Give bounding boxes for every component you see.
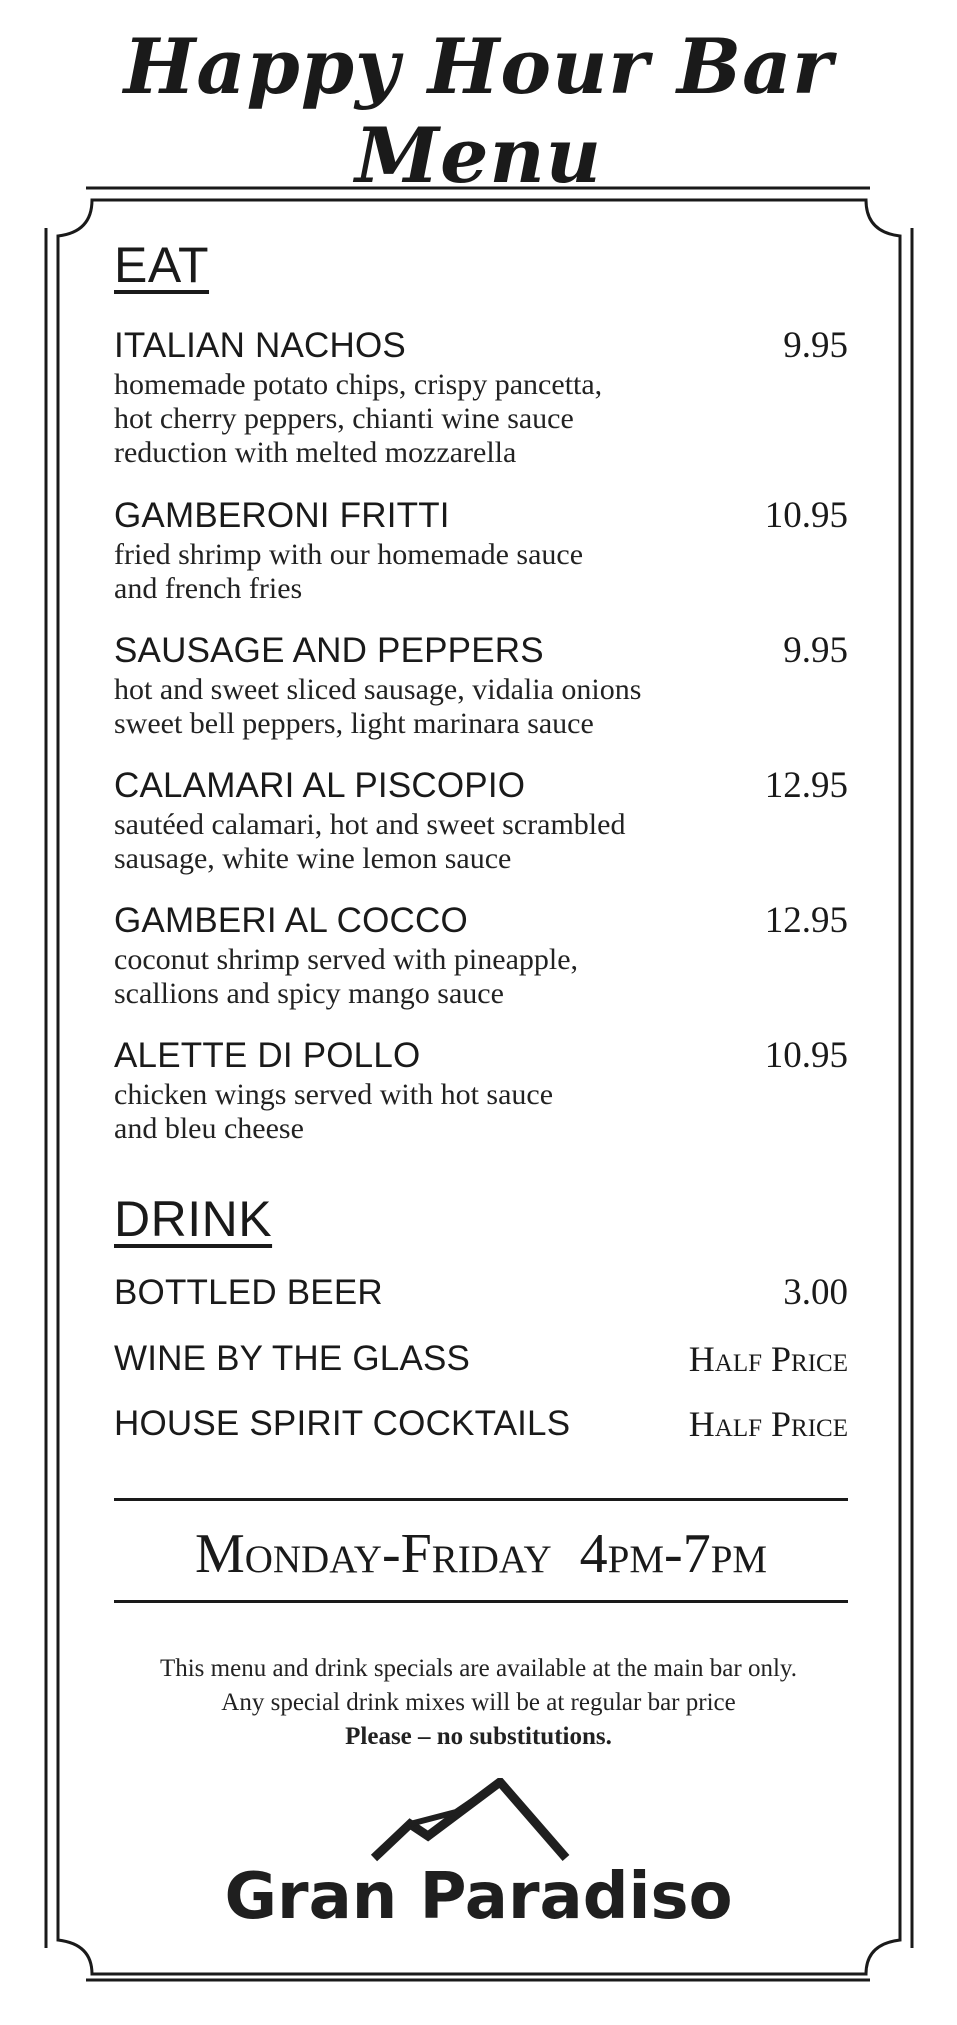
footnote-line: This menu and drink specials are available at the main bar only. bbox=[159, 1655, 798, 1682]
item-description: homemade potato chips, crispy pancetta, hot cherry peppers, chianti wine sauce reduction with melted mozzarella bbox=[114, 368, 603, 469]
mountain-peaks-icon bbox=[370, 1778, 570, 1862]
item-name: GAMBERI AL COCCO bbox=[114, 901, 468, 940]
item-name: ALETTE DI POLLO bbox=[114, 1036, 421, 1075]
item-price: 9.95 bbox=[783, 325, 848, 366]
item-description: fried shrimp with our homemade sauce and french fries bbox=[114, 538, 584, 605]
drink-item bbox=[114, 1404, 848, 1444]
menu-item bbox=[114, 326, 848, 470]
drink-name: HOUSE SPIRIT COCKTAILS bbox=[114, 1404, 571, 1443]
page-title: Happy Hour Bar Menu bbox=[123, 22, 834, 200]
item-name: CALAMARI AL PISCOPIO bbox=[114, 766, 526, 805]
divider-rule bbox=[114, 1600, 848, 1603]
divider-rule bbox=[114, 1498, 848, 1501]
menu-item bbox=[114, 496, 848, 606]
menu-item bbox=[114, 766, 848, 876]
menu-item bbox=[114, 901, 848, 1011]
item-description: coconut shrimp served with pineapple, scallions and spicy mango sauce bbox=[114, 943, 579, 1010]
drink-heading: DRINK bbox=[114, 1191, 273, 1247]
drink-name: BOTTLED BEER bbox=[114, 1273, 383, 1312]
menu-item bbox=[114, 631, 848, 741]
menu-item bbox=[114, 1036, 848, 1146]
brand-logo-text: Gran Paradiso bbox=[224, 1860, 733, 1934]
hours-banner: Monday-Friday 4pm-7pm bbox=[194, 1523, 768, 1585]
item-name: SAUSAGE AND PEPPERS bbox=[114, 631, 544, 670]
item-description: sautéed calamari, hot and sweet scrambled sausage, white wine lemon sauce bbox=[114, 808, 626, 875]
item-description: hot and sweet sliced sausage, vidalia onions sweet bell peppers, light marinara sauce bbox=[114, 673, 642, 740]
eat-heading: EAT bbox=[114, 237, 210, 293]
item-name: ITALIAN NACHOS bbox=[114, 326, 406, 365]
item-price: 9.95 bbox=[783, 630, 848, 671]
drink-price: Half Price bbox=[688, 1339, 848, 1379]
drink-item bbox=[114, 1339, 848, 1379]
drink-name: WINE BY THE GLASS bbox=[114, 1339, 471, 1378]
item-price: 10.95 bbox=[764, 495, 848, 536]
footnote-no-substitutions: Please – no substitutions. bbox=[345, 1723, 612, 1750]
drink-price: Half Price bbox=[688, 1404, 848, 1444]
item-price: 10.95 bbox=[764, 1035, 848, 1076]
item-price: 12.95 bbox=[764, 900, 848, 941]
footnote-line: Any special drink mixes will be at regular bar price bbox=[221, 1689, 736, 1716]
drink-item bbox=[114, 1273, 848, 1313]
drink-price: 3.00 bbox=[783, 1272, 848, 1313]
item-name: GAMBERONI FRITTI bbox=[114, 496, 450, 535]
item-description: chicken wings served with hot sauce and bleu cheese bbox=[114, 1078, 554, 1145]
item-price: 12.95 bbox=[764, 765, 848, 806]
